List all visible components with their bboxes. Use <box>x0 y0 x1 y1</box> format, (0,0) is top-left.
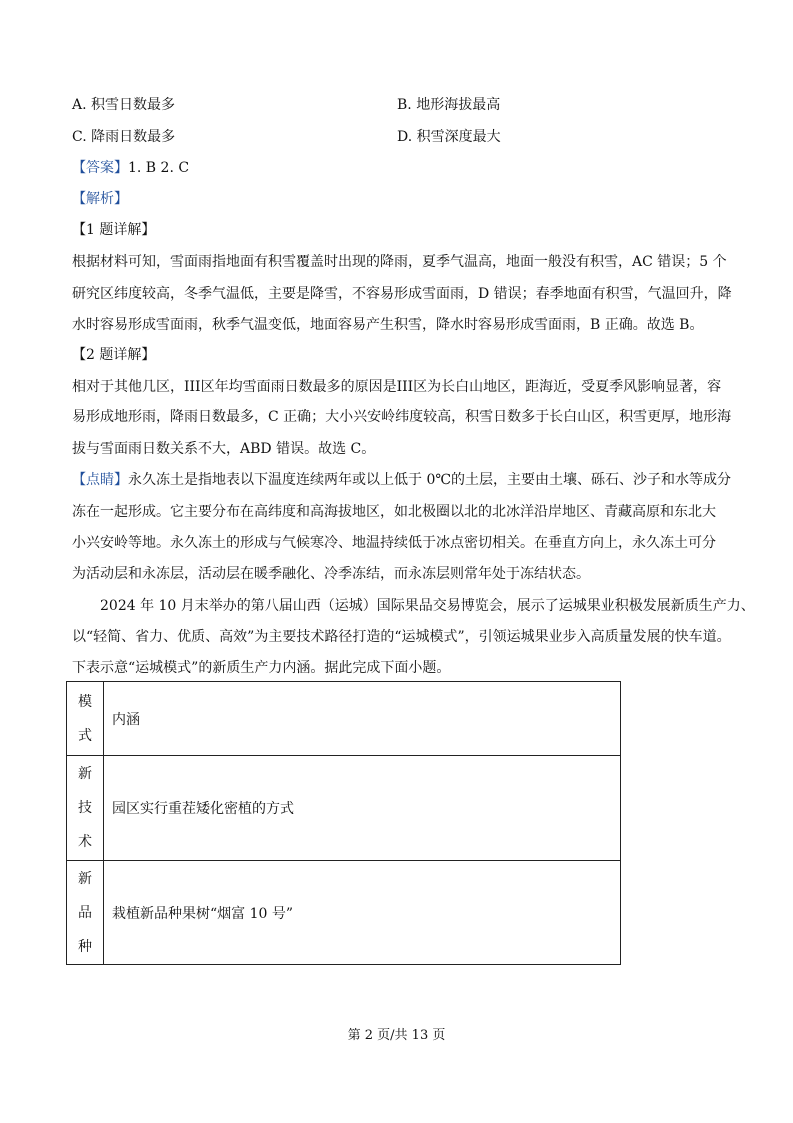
mode-table <box>66 681 621 965</box>
table-row <box>67 756 621 861</box>
q2-line-3: 拔与雪面雨日数关系不大，ABD 错误。故选 C。 <box>72 441 376 457</box>
answer-line <box>72 158 189 178</box>
tip-line-4: 为活动层和永冻层，活动层在暖季融化、冷季冻结，而永冻层则常年处于冻结状态。 <box>72 566 590 582</box>
option-b: B. 地形海拔最高 <box>397 97 501 113</box>
row1-col1: 新 技 术 <box>67 756 104 861</box>
row2-col1: 新 品 种 <box>67 861 104 965</box>
tip-text-1: 永久冻土是指地表以下温度连续两年或以上低于 0℃的土层，主要由土壤、砾石、沙子和水等成分 <box>128 472 732 488</box>
q2-line-2: 易形成地形雨，降雨日数最多，C 正确；大小兴安岭纬度较高，积雪日数多于长白山区，积雪更厚，地形海 <box>72 409 732 425</box>
page-footer: 第 2 页/共 13 页 <box>347 1028 446 1043</box>
q1-line-3: 水时容易形成雪面雨，秋季气温变低，地面容易产生积雪，降水时容易形成雪面雨，B 正确。故选 B。 <box>72 317 704 333</box>
intro-line-2: 以“轻简、省力、优质、高效”为主要技术路径打造的“运城模式”，引领运城果业步入高质量发展的快车道。 <box>72 629 731 645</box>
tip-line-2: 冻在一起形成。它主要分布在高纬度和高海拔地区，如北极圈以北的北冰洋沿岸地区、青藏高原和东北大 <box>72 504 716 520</box>
option-a: A. 积雪日数最多 <box>72 97 176 113</box>
analysis-tag: 【解析】 <box>72 191 128 207</box>
table-header-row <box>67 682 621 756</box>
q1-line-2: 研究区纬度较高，冬季气温低，主要是降雪，不容易形成雪面雨，D 错误；春季地面有积雪，气温回升，降 <box>72 286 732 302</box>
answer-tag: 【答案】 <box>72 160 128 176</box>
tip-line-3: 小兴安岭等地。永久冻土的形成与气候寒冷、地温持续低于冰点密切相关。在垂直方向上，永久冻土可分 <box>72 535 716 551</box>
row2-col2: 栽植新品种果树“烟富 10 号” <box>104 861 621 965</box>
q1-line-1: 根据材料可知，雪面雨指地面有积雪覆盖时出现的降雨，夏季气温高，地面一般没有积雪，AC 错误；5 个 <box>72 254 727 270</box>
tip-line-1 <box>72 470 731 490</box>
option-c: C. 降雨日数最多 <box>72 129 176 145</box>
q2-heading: 【2 题详解】 <box>72 347 156 363</box>
table-row <box>67 861 621 965</box>
option-d: D. 积雪深度最大 <box>397 129 501 145</box>
intro-line-3: 下表示意“运城模式”的新质生产力内涵。据此完成下面小题。 <box>72 660 451 676</box>
header-col2: 内涵 <box>104 682 621 756</box>
intro-line-1: 2024 年 10 月末举办的第八届山西（运城）国际果品交易博览会，展示了运城果业积极发展新质生产力、 <box>100 598 755 614</box>
q2-line-1: 相对于其他几区，III区年均雪面雨日数最多的原因是III区为长白山地区，距海近，受夏季风影响显著，容 <box>72 379 722 395</box>
header-col1: 模 式 <box>67 682 104 756</box>
q1-heading: 【1 题详解】 <box>72 222 156 238</box>
tip-tag: 【点睛】 <box>72 472 128 488</box>
row1-col2: 园区实行重茬矮化密植的方式 <box>104 756 621 861</box>
answer-text: 1. B 2. C <box>128 160 190 176</box>
